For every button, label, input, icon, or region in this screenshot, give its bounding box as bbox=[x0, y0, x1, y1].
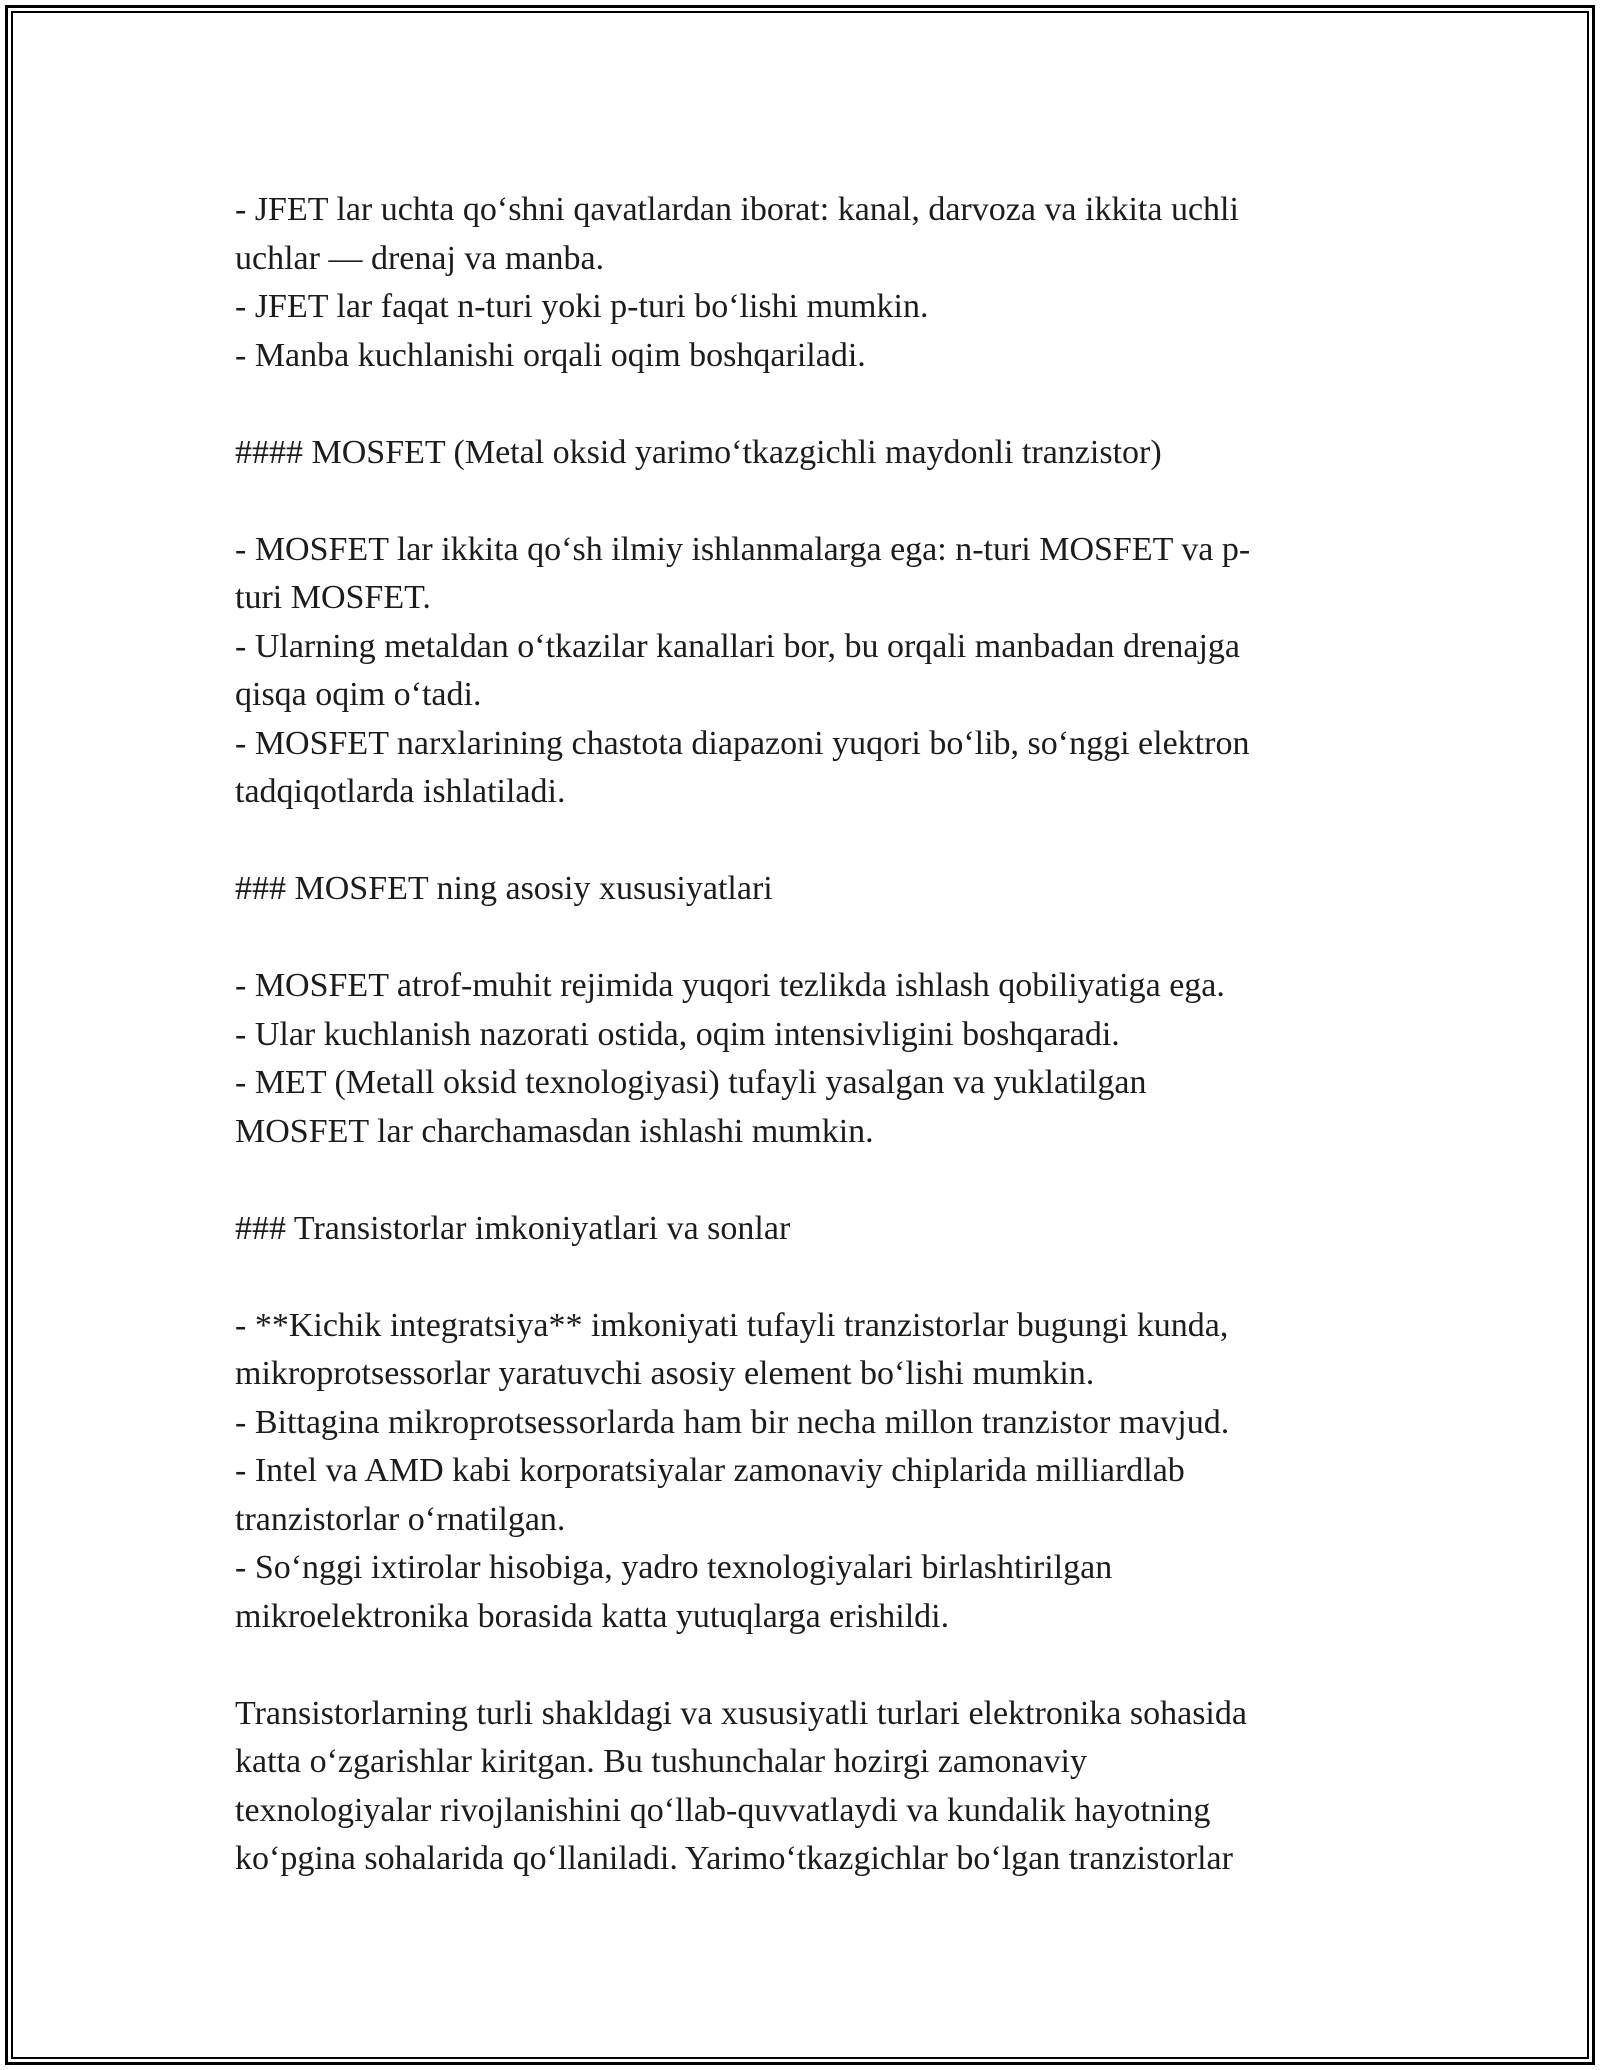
text-line: - Manba kuchlanishi orqali oqim boshqariladi. bbox=[235, 336, 866, 374]
text-line: - JFET lar uchta qo‘shni qavatlardan iborat: kanal, darvoza va ikkita uchli bbox=[235, 191, 1239, 228]
text-line: - **Kichik integratsiya** imkoniyati tufayli tranzistorlar bugungi kunda, bbox=[235, 1306, 1229, 1344]
text-line: - So‘nggi ixtirolar hisobiga, yadro texnologiyalari birlashtirilgan bbox=[235, 1549, 1113, 1586]
heading-text: ### MOSFET ning asosiy xususiyatlari bbox=[235, 870, 773, 907]
text-line: qisqa oqim o‘tadi. bbox=[235, 676, 482, 713]
text-line: tranzistorlar o‘rnatilgan. bbox=[235, 1500, 566, 1538]
transistor-capabilities-list bbox=[235, 1302, 1335, 1642]
document-page bbox=[235, 186, 1335, 1932]
mosfet-heading bbox=[235, 429, 1335, 478]
text-line: - MET (Metall oksid texnologiyasi) tufayli yasalgan va yuklatilgan bbox=[235, 1064, 1147, 1101]
text-line: - Bittagina mikroprotsessorlarda ham bir necha millon tranzistor mavjud. bbox=[235, 1403, 1230, 1441]
text-line: Transistorlarning turli shakldagi va xususiyatli turlari elektronika sohasida bbox=[235, 1694, 1247, 1732]
mosfet-features-heading bbox=[235, 865, 1335, 914]
text-line: uchlar — drenaj va manba. bbox=[235, 239, 605, 277]
text-line: mikroelektronika borasida katta yutuqlarga erishildi. bbox=[235, 1597, 950, 1635]
text-line: - Intel va AMD kabi korporatsiyalar zamonaviy chiplarida milliardlab bbox=[235, 1452, 1185, 1489]
text-line: tadqiqotlarda ishlatiladi. bbox=[235, 773, 566, 810]
text-line: MOSFET lar charchamasdan ishlashi mumkin. bbox=[235, 1112, 874, 1150]
text-line: - MOSFET narxlarining chastota diapazoni yuqori bo‘lib, so‘nggi elektron bbox=[235, 724, 1250, 762]
transistor-capabilities-heading bbox=[235, 1205, 1335, 1254]
text-line: turi MOSFET. bbox=[235, 579, 431, 616]
text-line: - JFET lar faqat n-turi yoki p-turi bo‘lishi mumkin. bbox=[235, 288, 929, 325]
text-line: - Ular kuchlanish nazorati ostida, oqim intensivligini boshqaradi. bbox=[235, 1015, 1120, 1053]
jfet-bullet-list bbox=[235, 186, 1335, 380]
text-line: texnologiyalar rivojlanishini qo‘llab-quvvatlaydi va kundalik hayotning bbox=[235, 1791, 1211, 1829]
conclusion-paragraph bbox=[235, 1690, 1335, 1884]
heading-text: #### MOSFET (Metal oksid yarimo‘tkazgichli maydonli tranzistor) bbox=[235, 433, 1162, 471]
text-line: - Ularning metaldan o‘tkazilar kanallari bor, bu orqali manbadan drenajga bbox=[235, 627, 1241, 665]
heading-text: ### Transistorlar imkoniyatlari va sonlar bbox=[235, 1209, 791, 1247]
text-line: - MOSFET atrof-muhit rejimida yuqori tezlikda ishlash qobiliyatiga ega. bbox=[235, 967, 1225, 1004]
mosfet-features-list bbox=[235, 962, 1335, 1156]
mosfet-bullet-list bbox=[235, 526, 1335, 817]
text-line: katta o‘zgarishlar kiritgan. Bu tushunchalar hozirgi zamonaviy bbox=[235, 1743, 1087, 1780]
text-line: ko‘pgina sohalarida qo‘llaniladi. Yarimo‘tkazgichlar bo‘lgan tranzistorlar bbox=[235, 1840, 1233, 1877]
text-line: mikroprotsessorlar yaratuvchi asosiy element bo‘lishi mumkin. bbox=[235, 1355, 1095, 1392]
text-line: - MOSFET lar ikkita qo‘sh ilmiy ishlanmalarga ega: n-turi MOSFET va p- bbox=[235, 530, 1251, 568]
